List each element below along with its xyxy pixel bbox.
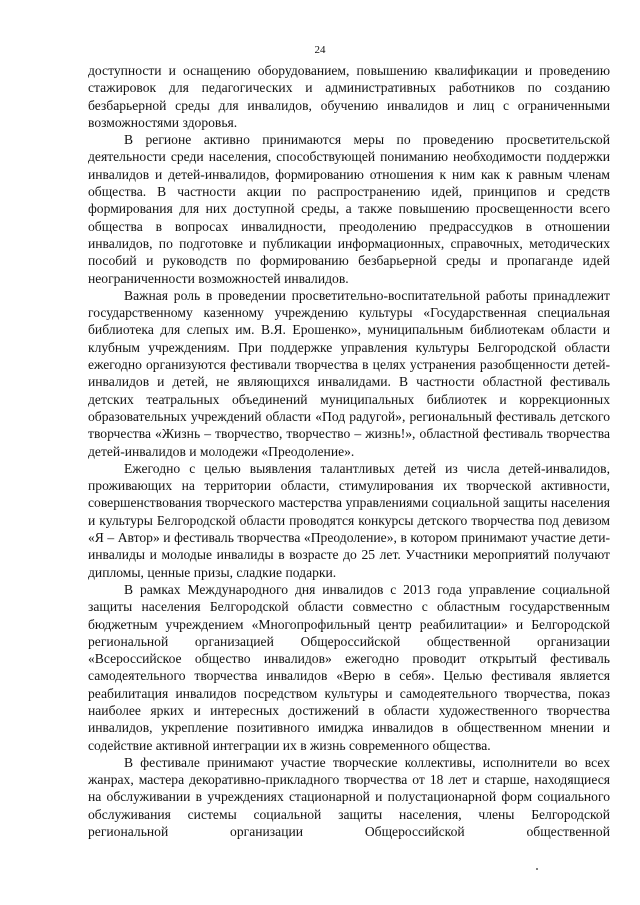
paragraph-continuation: доступности и оснащению оборудованием, повышению квалификации и проведению стажировок для педагогических и административных работников по созданию безбарьерной среды для инвалидов, обучению инвалидов и лиц с ограниченными возможностями здоровья. [88, 63, 610, 130]
page-number: 24 [314, 44, 326, 56]
paragraph-awareness-measures: В регионе активно принимаются меры по проведению просветительской деятельности среди населения, способствующей пониманию необходимости поддержки инвалидов и детей-инвалидов, формированию отношения к ним как к равным членам общества. В частности акции по распространению идей, принципов и средств формирования для них доступной среды, а также повышению просвещенности всего общества в вопросах инвалидности, преодолению предрассудков в отношении инвалидов, по подготовке и публикации информационных, справочных, методических пособий и руководств по формированию безбарьерной среды и пропаганде идей неограниченности возможностей инвалидов. [88, 132, 610, 286]
paragraph-talented-children: Ежегодно с целью выявления талантливых детей из числа детей-инвалидов, проживающих на территории области, стимулирования их творческой активности, совершенствования творческого мастерства управлениями социальной защиты населения и культуры Белгородской области проводятся конкурсы детского творчества под девизом «Я – Автор» и фестиваль творчества «Преодоление», в котором принимают участие дети-инвалиды и молодые инвалиды в возрасте до 25 лет. Участники мероприятий получают дипломы, ценные призы, сладкие подарки. [88, 460, 610, 580]
paragraph-festival-believe: В рамках Международного дня инвалидов с 2013 года управление социальной защиты населения Белгородской области совместно с областным государственным бюджетным учреждением «Многопрофильный центр реабилитации» и Белгородской региональной организацией Общероссийской общественной организации «Всероссийское общество инвалидов» ежегодно проводит открытый фестиваль самодеятельного творчества инвалидов «Верю в себя». Целью фестиваля является реабилитация инвалидов посредством культуры и самодеятельного творчества, показ наиболее ярких и интересных достижений в области художественного творчества инвалидов, укрепление позитивного имиджа инвалидов в общественном мнении и содействие активной интеграции их в жизнь современного общества. [88, 581, 610, 753]
paragraph-library-role: Важная роль в проведении просветительно-воспитательной работы принадлежит государственному казенному учреждению культуры «Государственная специальная библиотека для слепых им. В.Я. Ерошенко», муниципальным библиотекам области и клубным учреждениям. При поддержке управления культуры Белгородской области ежегодно организуются фестивали творчества в целях устранения разобщенности детей-инвалидов и детей, не являющихся инвалидами. В частности областной фестиваль детских театральных объединений муниципальных библиотек и коррекционных образовательных учреждений области «Под радугой», региональный фестиваль детского творчества «Жизнь – творчество, творчество – жизнь!», областной фестиваль творчества детей-инвалидов и молодежи «Преодоление». [88, 287, 610, 459]
paragraph-festival-participants: В фестивале принимают участие творческие коллективы, исполнители во всех жанрах, мастера декоративно-прикладного творчества от 18 лет и старше, находящиеся на обслуживании в учреждениях стационарной и полустационарной форм социального обслуживания системы социальной защиты населения, члены Белгородской региональной организации Общероссийской общественной [88, 754, 610, 840]
scan-speck [536, 868, 538, 870]
document-body [88, 62, 610, 840]
